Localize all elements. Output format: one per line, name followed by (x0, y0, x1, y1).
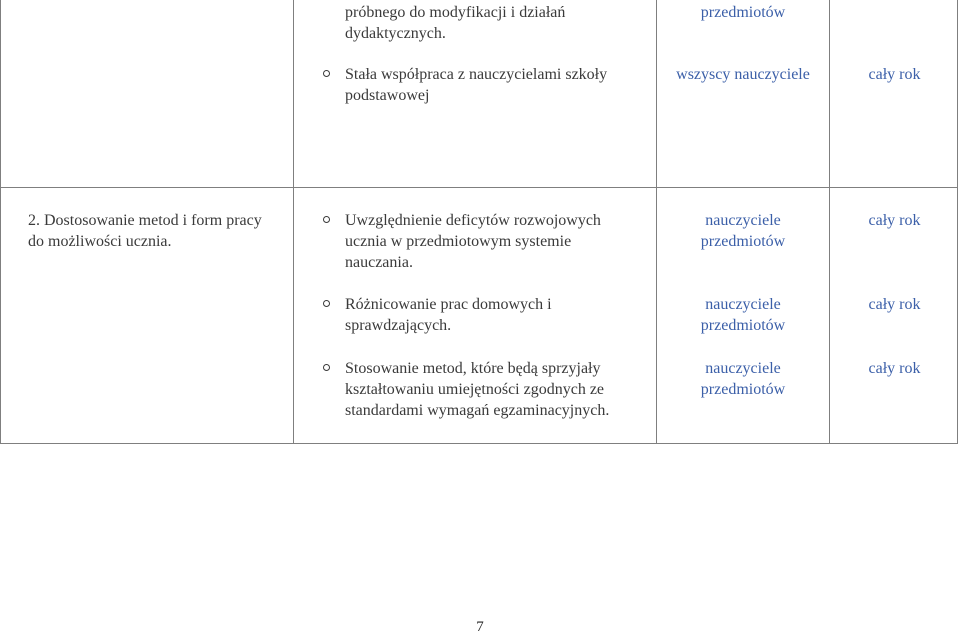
task-deficits-line-3: nauczania. (345, 254, 413, 271)
page-number: 7 (476, 619, 484, 635)
when-homework: cały rok (868, 296, 921, 313)
who-homework-line-2: przedmiotów (700, 317, 786, 334)
who-homework-line-1: nauczyciele (705, 296, 781, 313)
who-methods-line-2: przedmiotów (700, 381, 786, 398)
task-deficits-line-1: Uwzględnienie deficytów rozwojowych (345, 212, 601, 229)
task-homework-line-2: sprawdzających. (345, 317, 452, 334)
bullet-icon (323, 300, 330, 307)
who-cooperation: wszyscy nauczyciele (676, 66, 810, 83)
task-methods-line-3: standardami wymagań egzaminacyjnych. (345, 402, 610, 419)
task-methods-line-2: kształtowaniu umiejętności zgodnych ze (345, 381, 605, 398)
task-deficits-line-2: ucznia w przedmiotowym systemie (345, 233, 572, 250)
row-divider (1, 187, 957, 188)
task-continuation-line-1: próbnego do modyfikacji i działań (345, 4, 566, 21)
task-methods-line-1: Stosowanie metod, które będą sprzyjały (345, 360, 601, 377)
when-deficits: cały rok (868, 212, 921, 229)
bullet-icon (323, 70, 330, 77)
task-homework-line-1: Różnicowanie prac domowych i (345, 296, 552, 313)
who-deficits-line-1: nauczyciele (705, 212, 781, 229)
task-cooperation-line-1: Stała współpraca z nauczycielami szkoły (345, 66, 608, 83)
task-cooperation-line-2: podstawowej (345, 87, 430, 104)
bullet-icon (323, 216, 330, 223)
who-deficits-line-2: przedmiotów (700, 233, 786, 250)
goal-line-1: 2. Dostosowanie metod i form pracy (28, 212, 262, 229)
task-continuation-line-2: dydaktycznych. (345, 25, 446, 42)
who-methods-line-1: nauczyciele (705, 360, 781, 377)
when-methods: cały rok (868, 360, 921, 377)
bullet-icon (323, 364, 330, 371)
goal-line-2: do możliwości ucznia. (28, 233, 172, 250)
column-divider (293, 0, 294, 443)
when-cooperation: cały rok (868, 66, 921, 83)
who-continuation: przedmiotów (700, 4, 786, 21)
